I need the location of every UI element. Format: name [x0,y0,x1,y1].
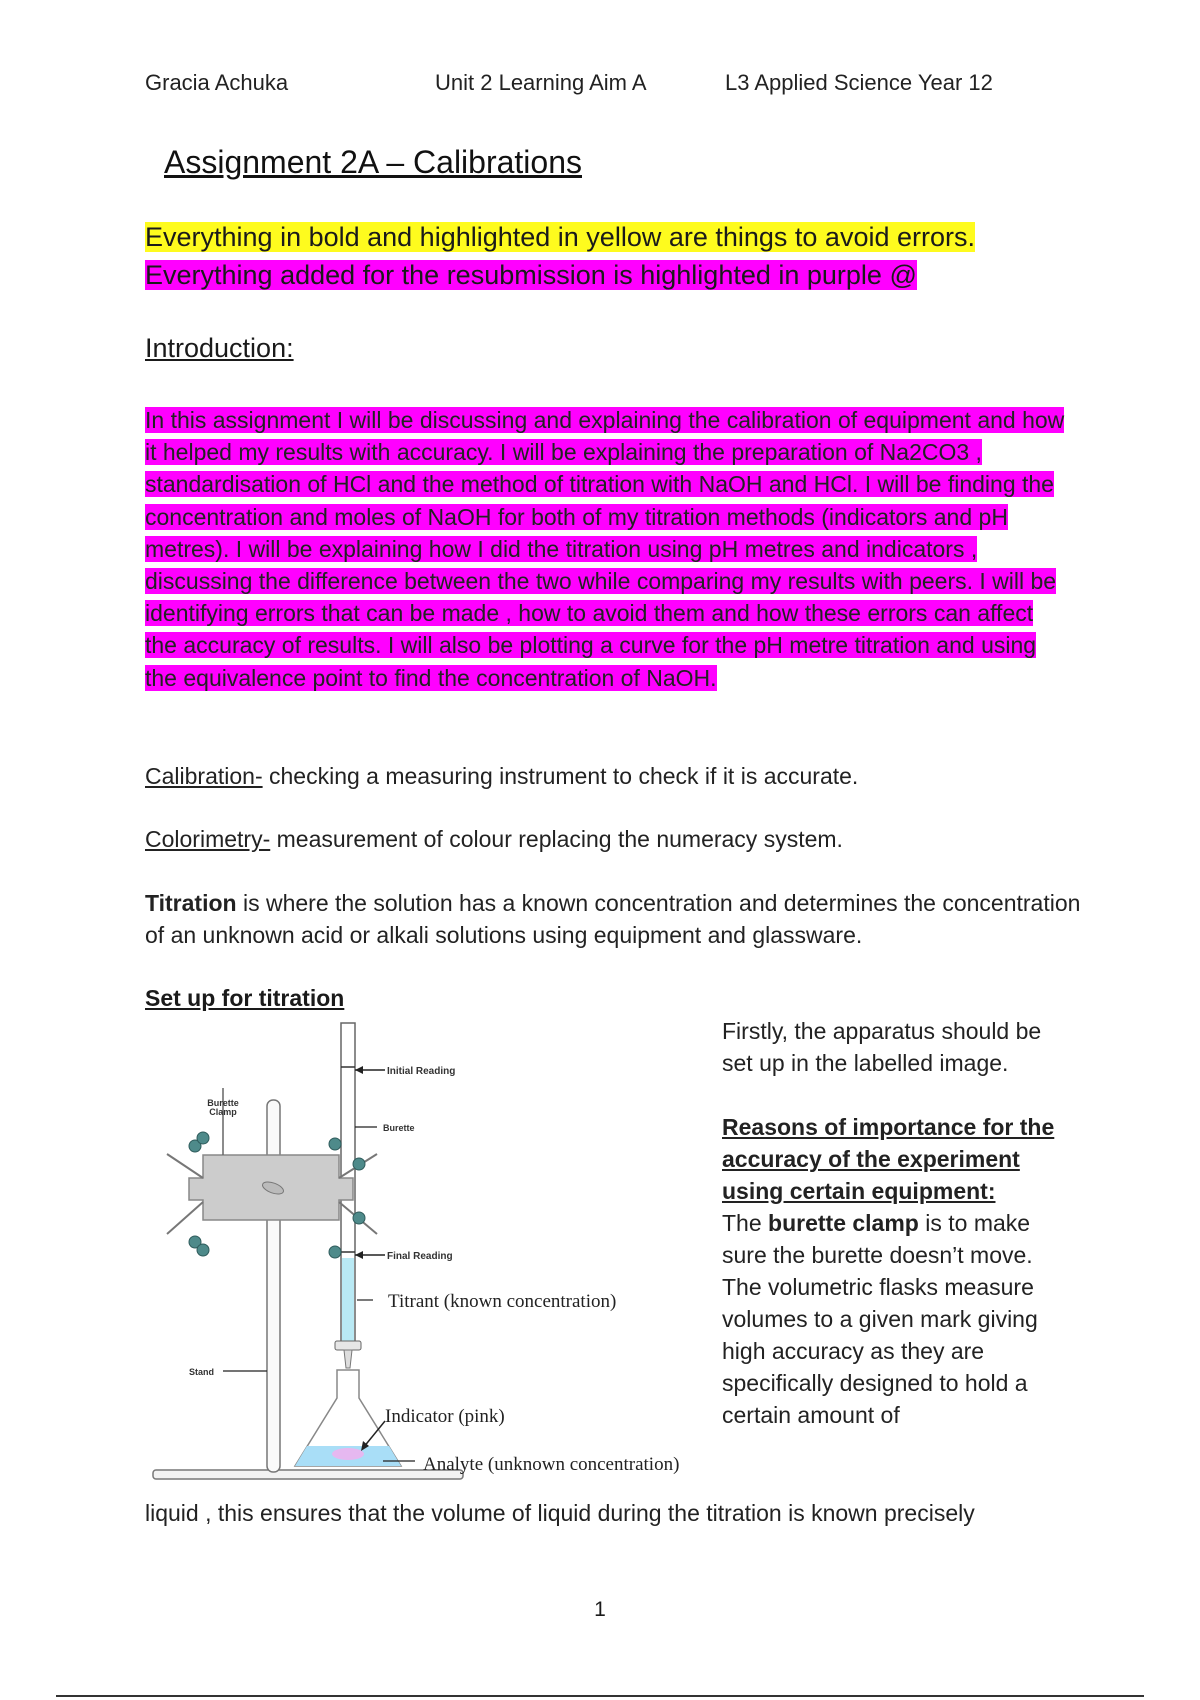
colorimetry-text: measurement of colour replacing the numeracy system. [270,826,843,852]
reasons-paragraph [722,1207,1062,1431]
calibration-definition [145,760,1085,792]
introduction-text: In this assignment I will be discussing and explaining the calibration of equipment and how it helped my results with accuracy. I will be explaining the preparation of Na2CO3 , standardisation of HCl and the method of titration with NaOH and HCl. I will be finding the concentration and moles of NaOH for both of my titration methods (indicators and pH metres). I will be explaining how I did the titration using pH metres and indicators , discussing the difference between the two while comparing my results with peers. I will be identifying errors that can be made , how to avoid them and how these errors can affect the accuracy of results. I will also be plotting a curve for the pH metre titration and using the equivalence point to find the concentration of NaOH. [145,407,1065,691]
header-author: Gracia Achuka [145,70,289,95]
setup-heading: Set up for titration [145,985,345,1011]
titrant-label: Titrant (known concentration) [388,1291,617,1312]
titration-term: Titration [145,890,237,916]
colorimetry-term: Colorimetry- [145,826,271,852]
purple-note: Everything added for the resubmission is highlighted in purple @ [145,260,917,290]
reasons-text-rest: is to make sure the burette doesn’t move. The volumetric flasks measure volumes to a given mark giving high accuracy as they are specifically designed to hold a certain amount of [722,1210,1038,1428]
burette-clamp-term: burette clamp [768,1210,919,1236]
yellow-note: Everything in bold and highlighted in yellow are things to avoid errors. [145,222,975,252]
stand-base [153,1470,463,1479]
titrant-liquid [342,1258,354,1343]
final-reading-label: Final Reading [387,1251,453,1262]
titration-diagram [145,1018,725,1492]
indicator-label: Indicator (pink) [385,1406,505,1427]
stopcock [335,1341,361,1350]
burette-clamp-label-1: Burette [207,1098,239,1108]
burette-label: Burette [383,1123,415,1133]
titration-text: is where the solution has a known concentration and determines the concentration of an unknown acid or alkali solutions using equipment and glassware. [145,890,1081,948]
reasons-continuation: liquid , this ensures that the volume of liquid during the titration is known precisely [145,1500,975,1526]
page-bottom-rule [56,1695,1144,1697]
page-title: Assignment 2A – Calibrations [164,144,582,180]
highlight-notes [145,218,1065,294]
introduction-heading: Introduction: [145,333,294,363]
colorimetry-definition [145,823,1085,855]
titration-definition [145,887,1085,951]
page-number: 1 [594,1598,606,1621]
reasons-heading: Reasons of importance for the accuracy of the experiment using certain equipment: [722,1114,1055,1204]
header-unit: Unit 2 Learning Aim A [435,70,647,95]
analyte-label: Analyte (unknown concentration) [423,1454,680,1475]
reasons-text-start: The [722,1210,769,1236]
setup-intro: Firstly, the apparatus should be set up in the labelled image. [722,1018,1042,1076]
burette-tip [344,1350,352,1368]
setup-explanation [722,1015,1062,1431]
header-course: L3 Applied Science Year 12 [725,70,993,95]
calibration-text: checking a measuring instrument to check if it is accurate. [262,763,859,789]
calibration-term: Calibration- [145,763,263,789]
burette-clamp-label-2: Clamp [209,1107,237,1117]
stand-label: Stand [189,1367,215,1377]
introduction-paragraph [145,404,1065,694]
initial-reading-label: Initial Reading [387,1066,456,1077]
